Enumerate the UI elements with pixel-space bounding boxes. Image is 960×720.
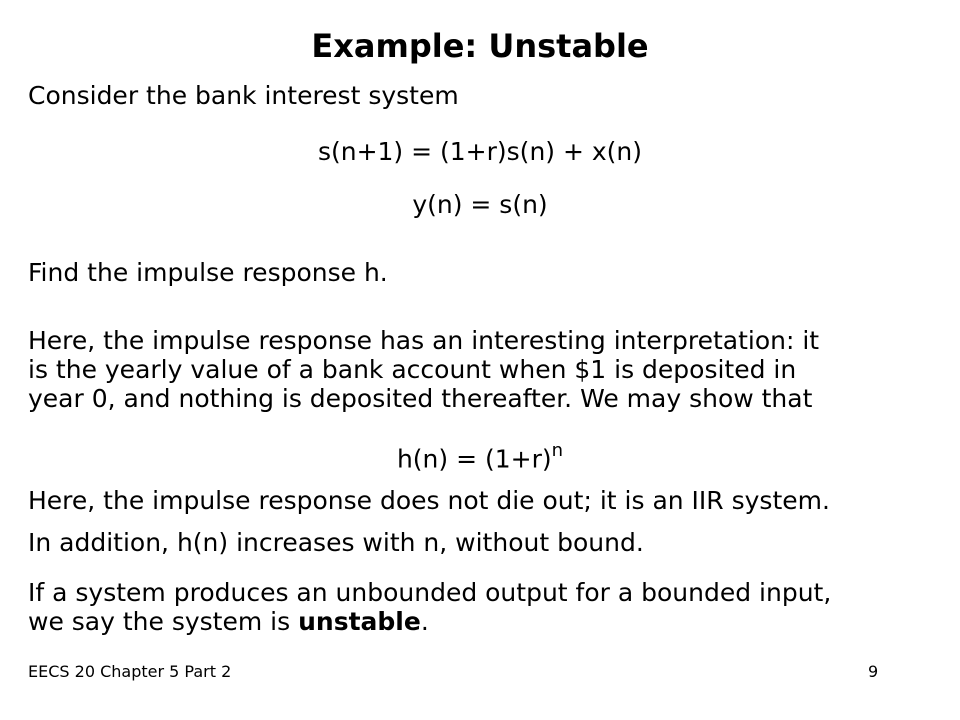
output-equation: y(n) = s(n) bbox=[412, 190, 548, 219]
interpretation-line: year 0, and nothing is deposited thereafter. We may show that bbox=[28, 384, 813, 413]
interpretation-line: is the yearly value of a bank account when $1 is deposited in bbox=[28, 355, 797, 384]
definition-period: . bbox=[420, 607, 429, 636]
iir-text: Here, the impulse response does not die out; it is an IIR system. bbox=[28, 486, 830, 515]
equation-exponent: n bbox=[551, 440, 564, 461]
equation-base: h(n) = (1+r) bbox=[396, 444, 552, 474]
impulse-response-equation bbox=[0, 437, 960, 475]
definition-line bbox=[28, 607, 948, 636]
slide-title: Example: Unstable bbox=[311, 27, 649, 65]
unstable-term: unstable bbox=[298, 607, 421, 636]
interpretation-paragraph bbox=[28, 326, 948, 413]
definition-text: we say the system is bbox=[28, 607, 299, 636]
intro-text: Consider the bank interest system bbox=[28, 81, 459, 110]
unstable-definition bbox=[28, 578, 948, 636]
state-equation: s(n+1) = (1+r)s(n) + x(n) bbox=[317, 137, 643, 166]
interpretation-line: Here, the impulse response has an interesting interpretation: it bbox=[28, 326, 820, 355]
footer-course: EECS 20 Chapter 5 Part 2 bbox=[28, 662, 232, 681]
find-impulse-text: Find the impulse response h. bbox=[28, 258, 388, 287]
definition-line: If a system produces an unbounded output for a bounded input, bbox=[28, 578, 832, 607]
unbounded-growth-text: In addition, h(n) increases with n, without bound. bbox=[28, 528, 644, 557]
page-number: 9 bbox=[868, 662, 879, 681]
